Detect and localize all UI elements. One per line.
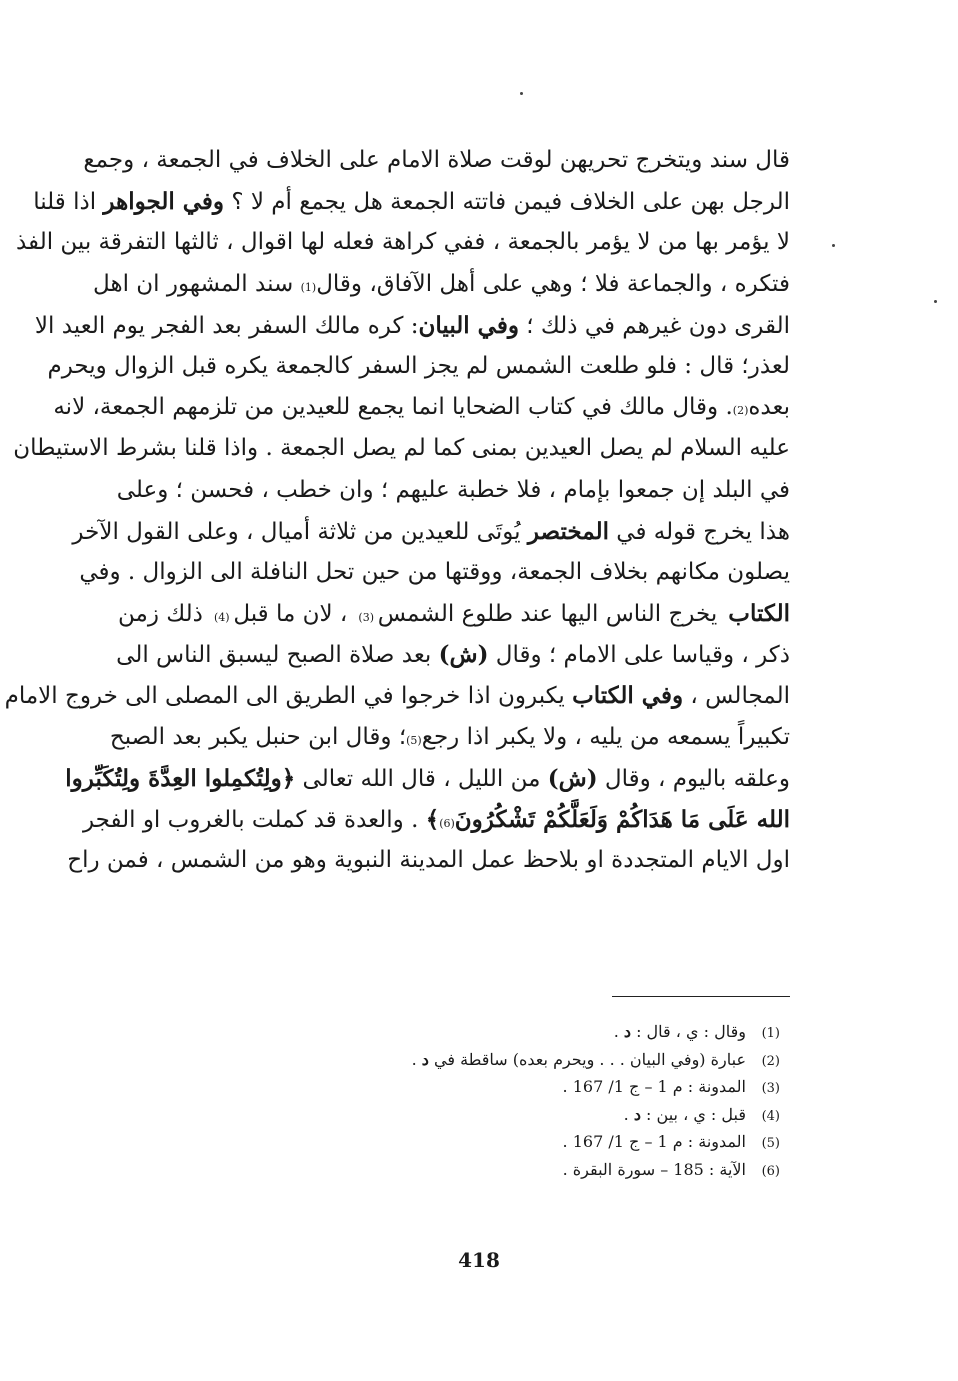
text-segment: يصلون مكانهم بخلاف الجمعة، ووقتها من حين تحل النافلة الى الزوال . وفي	[79, 558, 790, 585]
text-line	[65, 758, 790, 799]
footnote-number: (4)	[761, 1108, 780, 1124]
text-line: الله عَلَى مَا هَدَاكُمْ وَلَعَلَّكُمْ تَشْكُرُونَ (6) ﴾ . والعدة قد كملت بالغروب او الفجر	[118, 799, 790, 840]
footnote	[340, 1156, 780, 1184]
text-line	[79, 552, 790, 593]
footnote-text	[563, 1128, 746, 1156]
text-segment: اذا قلنا	[33, 189, 104, 216]
page-number: 418	[458, 1248, 500, 1272]
text-segment: القرى دون غيرهم في ذلك ؛	[518, 312, 790, 339]
footnote-text-part: د	[421, 1049, 429, 1069]
footnote-text-part: عبارة (وفي البيان . . . ويحرم بعده) ساقطة في	[428, 1049, 746, 1069]
text-segment: (ش)	[547, 764, 598, 792]
text-line	[15, 222, 790, 263]
scan-speck	[934, 300, 937, 303]
text-segment: الكتاب	[728, 600, 790, 628]
text-segment: ؛ وقال ابن حنبل يكبر بعد الصبح	[109, 723, 407, 750]
text-segment: وفي الكتاب	[572, 682, 684, 710]
text-segment: لا يؤمر بها من لا يؤمر بالجمعة ، ففي كراهة فعله لها اقوال ، ثالثها التفرقة بين الفذ	[15, 229, 790, 256]
footnote-text-part: د	[623, 1022, 631, 1041]
footnote-number: (5)	[761, 1136, 780, 1151]
footnotes	[340, 1018, 780, 1183]
scan-speck	[832, 244, 835, 247]
text-segment: لعذر؛ قال : فلو طلعت الشمس لم يجز السفر كالجمعة يكره قبل الزوال ويحرم	[47, 352, 790, 379]
footnote-text-part: وقال : ي ، قال :	[630, 1022, 746, 1041]
text-segment: سند المشهور ان اهل	[93, 270, 301, 297]
text-segment: يُوتَى للعيدين من ثلاثة أميال ، وعلى القول الآخر	[72, 518, 528, 545]
footnote-separator	[612, 996, 790, 997]
text-line	[4, 675, 790, 716]
text-segment: المختصر	[527, 517, 609, 545]
footnote-text-part: .	[623, 1104, 634, 1124]
text-segment: من الليل ، قال الله تعالى	[295, 765, 548, 792]
footnote-text	[412, 1046, 746, 1074]
text-segment: ذكر ، وقياسا على الامام ؛ وقال	[488, 642, 790, 669]
footnote-text-part: .	[613, 1022, 624, 1041]
text-line: تكبيراً يسمعه من يليه ، ولا يكبر اذا رجع (5) ؛ وقال ابن حنبل يكبر بعد الصبح	[118, 717, 790, 758]
text-segment: وفي البيان	[418, 311, 519, 339]
text-line	[47, 346, 790, 387]
text-segment: عليه السلام لم يصل العيدين بمنى كما لم يصل الجمعة . واذا قلنا بشرط الاستيطان	[13, 435, 790, 462]
text-segment: . والعدة قد كملت بالغروب او الفجر	[82, 807, 426, 833]
text-segment: هذا يخرج قوله في	[608, 518, 790, 545]
main-text	[4, 140, 790, 881]
text-segment: ﴿ولِتُكمِلوا العِدَّةَ ولِتُكَبِّروا	[65, 764, 296, 792]
text-line: الكتاب يخرج الناس اليها عند طلوع الشمس (3) ، لان ما قبل (4) ذلك زمن	[118, 593, 790, 634]
footnote-text	[563, 1156, 746, 1184]
text-segment: المجالس ،	[683, 683, 790, 710]
text-segment: فتكره ، والجماعة فلا ؛ وهي على أهل الآفاق، وقال	[316, 270, 790, 297]
text-segment: يخرج الناس اليها عند طلوع الشمس	[377, 601, 725, 628]
text-line	[118, 470, 790, 511]
text-segment: قال سند ويتخرج تحريهن لوقت صلاة الامام على الخلاف في الجمعة ، وجمع	[83, 147, 790, 173]
text-segment: الرجل بهن على الخلاف فيمن فاتته الجمعة هل يجمع أم لا ؟	[224, 189, 790, 216]
footnote	[340, 1018, 780, 1046]
text-segment: يكبرون اذا خرجوا في الطريق الى المصلى الى خروج الامام	[4, 683, 573, 710]
scan-speck	[520, 92, 523, 95]
text-segment: اول الايام المتجددة او بلاحظ عمل المدينة النبوية وهو من الشمس ، فمن راح	[67, 847, 790, 874]
footnote-text-part: المدونة : م 1 – ج 1/ 167 .	[562, 1132, 746, 1151]
text-line	[67, 840, 790, 881]
text-segment: في البلد إن جمعوا بإمام ، فلا خطبة عليهم ؛ وان خطب ، فحسن ؛ وعلى	[116, 476, 790, 503]
text-segment: : كره مالك السفر بعد الفجر يوم العيد الا	[34, 312, 419, 339]
text-line	[72, 511, 790, 552]
footnote-text	[563, 1073, 746, 1101]
text-segment: الله عَلَى مَا هَدَاكُمْ وَلَعَلَّكُمْ تَشْكُرُونَ	[454, 806, 790, 833]
text-line: فتكره ، والجماعة فلا ؛ وهي على أهل الآفاق، وقال (1) سند المشهور ان اهل	[118, 264, 790, 305]
text-line	[33, 181, 790, 222]
footnote	[340, 1101, 780, 1129]
footnote-text	[624, 1101, 746, 1129]
text-segment: وفي الجواهر	[103, 188, 225, 216]
text-line	[118, 634, 790, 675]
footnote-text-part: الآية : 185 – سورة البقرة .	[562, 1159, 746, 1179]
footnote-text	[614, 1018, 746, 1046]
text-line: بعده (2) . وقال مالك في كتاب الضحايا انما يجمع للعيدين من تلزمهم الجمعة، لانه	[118, 387, 790, 428]
footnote-number: (2)	[761, 1053, 780, 1069]
text-segment: ، لان ما قبل	[233, 601, 355, 628]
footnote-text-part: .	[411, 1049, 422, 1069]
footnote-number: (1)	[761, 1026, 780, 1041]
text-segment: (ش)	[438, 641, 489, 669]
text-segment: وعلقه باليوم ، وقال	[597, 765, 790, 792]
footnote-number: (6)	[761, 1163, 780, 1179]
footnote	[340, 1046, 780, 1074]
footnote-text-part: قبل : ي ، بين :	[640, 1104, 746, 1124]
text-line	[34, 305, 790, 346]
text-line	[83, 140, 790, 181]
footnote-text-part: د	[633, 1104, 641, 1124]
text-segment: بعده	[748, 394, 790, 421]
text-segment: . وقال مالك في كتاب الضحايا انما يجمع للعيدين من تلزمهم الجمعة، لانه	[53, 394, 733, 421]
footnote-number: (3)	[761, 1081, 780, 1096]
footnote	[340, 1073, 780, 1101]
text-segment: ﴾	[425, 806, 440, 833]
text-segment: ذلك زمن	[118, 601, 211, 628]
text-segment: بعد صلاة الصبح ليسبق الناس الى	[116, 642, 439, 669]
text-line	[13, 428, 790, 469]
text-segment: تكبيراً يسمعه من يليه ، ولا يكبر اذا رجع	[421, 723, 790, 750]
footnote	[340, 1128, 780, 1156]
footnote-text-part: المدونة : م 1 – ج 1/ 167 .	[562, 1077, 746, 1096]
